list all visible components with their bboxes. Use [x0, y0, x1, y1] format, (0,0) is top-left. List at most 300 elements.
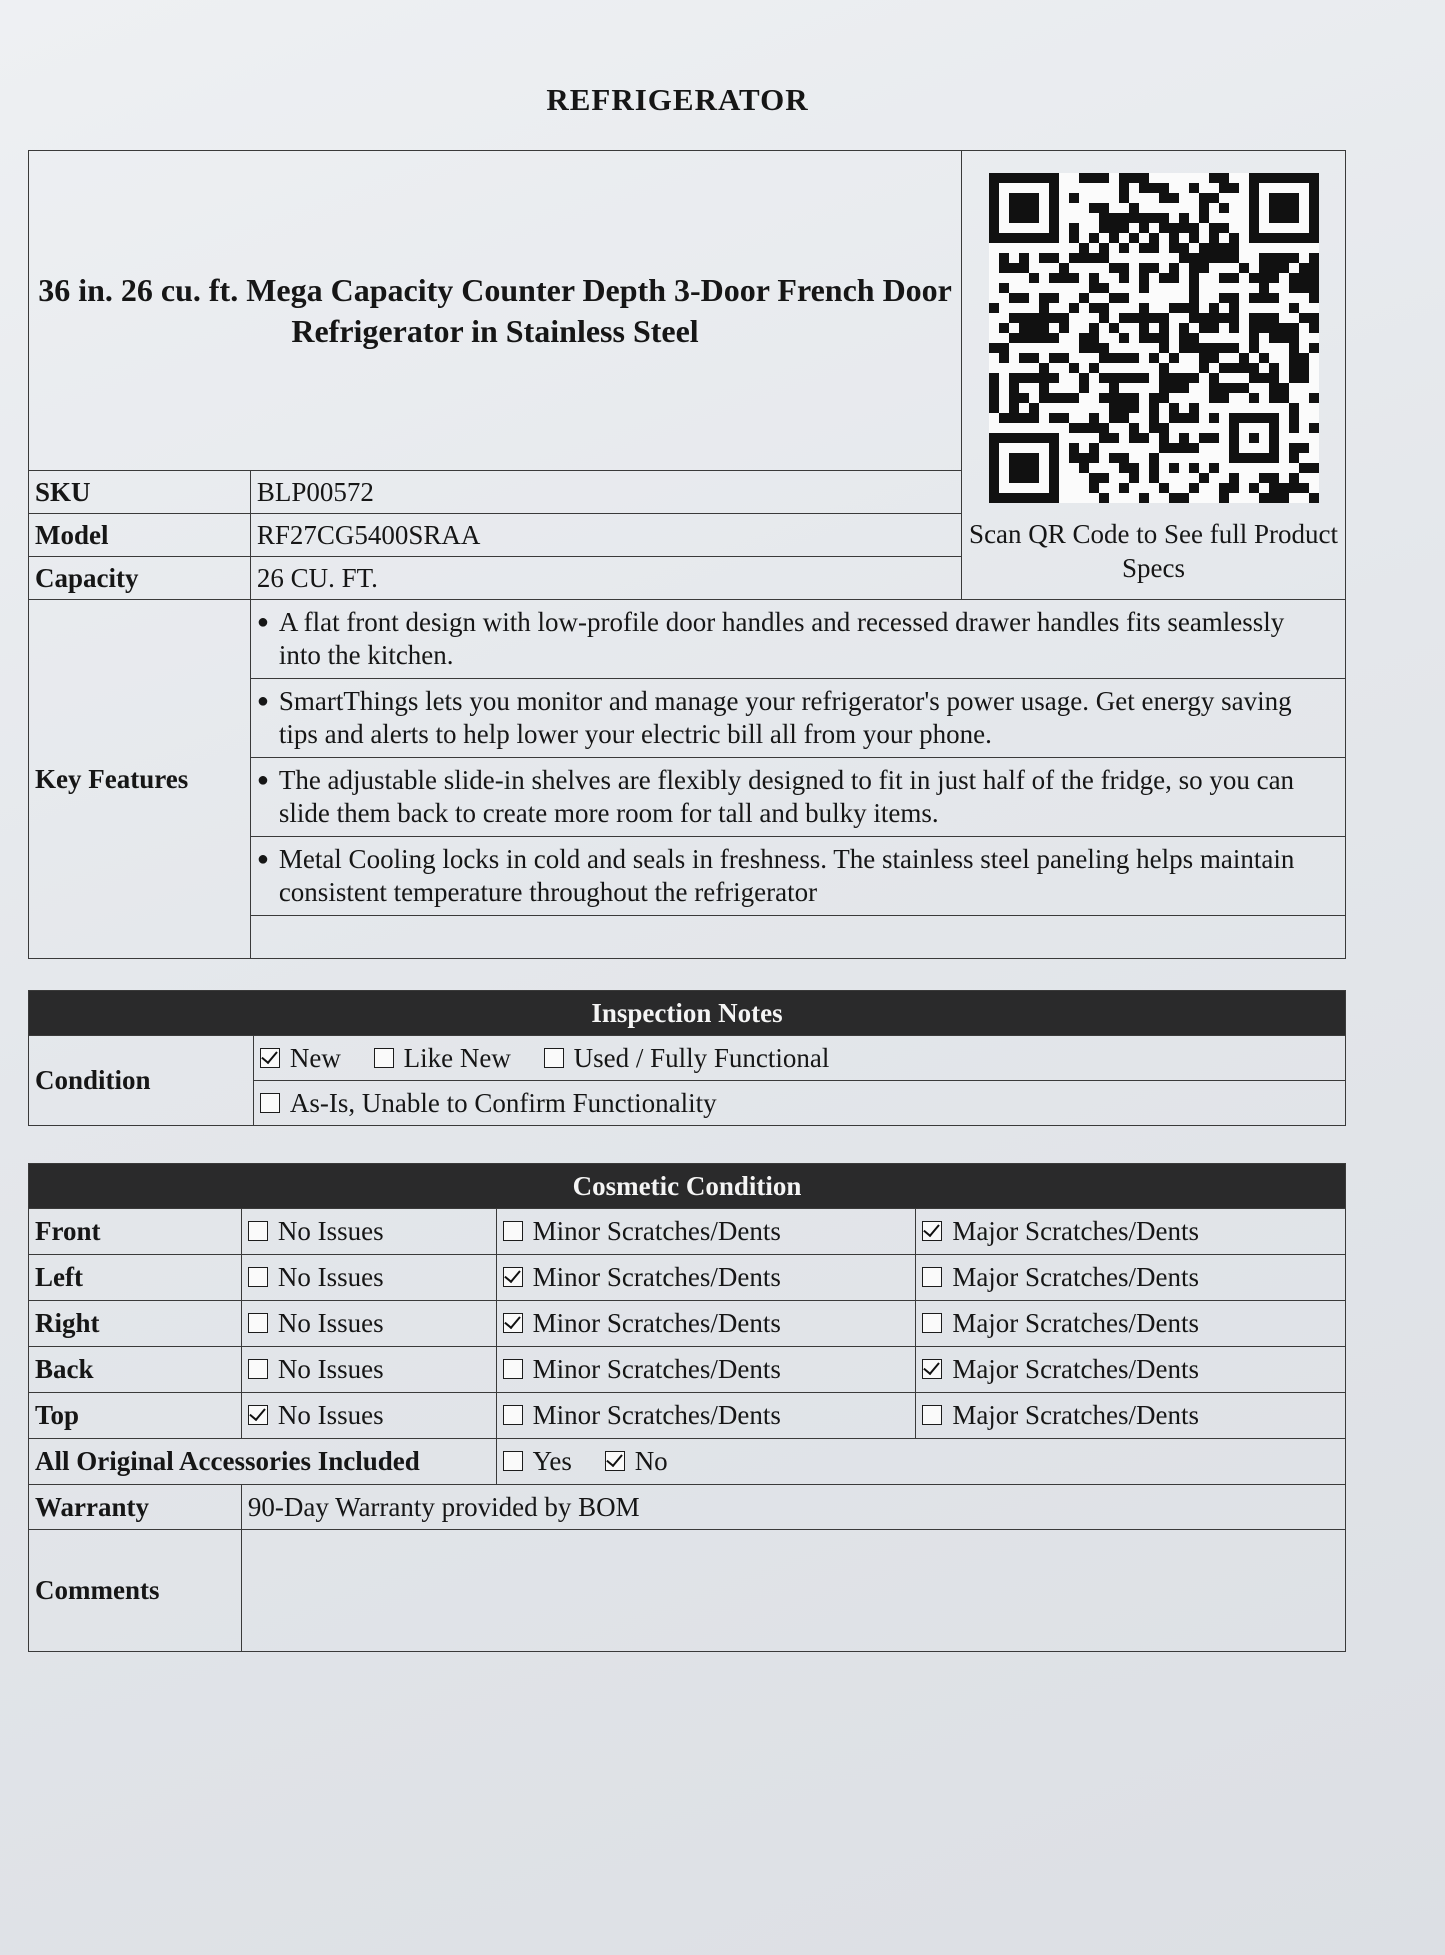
checkbox-icon[interactable] — [260, 1048, 280, 1068]
qr-module — [999, 413, 1009, 423]
qr-module — [1149, 183, 1159, 193]
qr-module — [1259, 273, 1269, 283]
qr-module — [1299, 373, 1309, 383]
inspection-header: Inspection Notes — [29, 991, 1346, 1036]
qr-module — [1149, 353, 1159, 363]
qr-module — [1109, 373, 1119, 383]
qr-module — [1219, 293, 1229, 303]
qr-module — [1109, 293, 1119, 303]
qr-module — [1119, 273, 1129, 283]
qr-module — [1189, 233, 1199, 243]
qr-module — [999, 353, 1009, 363]
qr-module — [1129, 353, 1139, 363]
qr-module — [1049, 353, 1059, 363]
qr-module — [1269, 383, 1279, 393]
qr-module — [1179, 253, 1189, 263]
qr-module — [1259, 263, 1269, 273]
qr-module — [1079, 333, 1089, 343]
qr-module — [1039, 323, 1049, 333]
qr-module — [1229, 293, 1239, 303]
qr-module — [1189, 463, 1199, 473]
qr-module — [1029, 403, 1039, 413]
qr-module — [1149, 233, 1159, 243]
qr-module — [1089, 423, 1099, 433]
qr-module — [1309, 283, 1319, 293]
qr-module — [1139, 243, 1149, 253]
checkbox-icon[interactable] — [248, 1221, 268, 1241]
qr-module — [1019, 413, 1029, 423]
qr-module — [1199, 243, 1209, 253]
qr-module — [1169, 243, 1179, 253]
condition-option-new[interactable]: New — [260, 1043, 341, 1074]
qr-module — [1289, 483, 1299, 493]
qr-module — [1159, 363, 1169, 373]
qr-module — [1129, 473, 1139, 483]
condition-option-as-is[interactable]: As-Is, Unable to Confirm Functionality — [260, 1088, 717, 1119]
qr-module — [1129, 173, 1139, 183]
qr-module — [1049, 373, 1059, 383]
qr-module — [1249, 343, 1259, 353]
qr-module — [1179, 303, 1189, 313]
qr-module — [1149, 213, 1159, 223]
qr-module — [1209, 433, 1219, 443]
qr-module — [1279, 383, 1289, 393]
qr-module — [1199, 313, 1209, 323]
qr-module — [1229, 343, 1239, 353]
qr-module — [1139, 213, 1149, 223]
qr-module — [1069, 453, 1079, 463]
qr-module — [1089, 453, 1099, 463]
model-label: Model — [29, 514, 251, 557]
qr-module — [1139, 323, 1149, 333]
major-option[interactable]: Major Scratches/Dents — [916, 1347, 1346, 1393]
qr-module — [989, 403, 999, 413]
no-issues-option[interactable]: No Issues — [241, 1301, 496, 1347]
minor-option[interactable]: Minor Scratches/Dents — [496, 1347, 916, 1393]
qr-module — [1029, 333, 1039, 343]
qr-module — [1139, 333, 1149, 343]
qr-module — [1189, 223, 1199, 233]
qr-module — [1169, 223, 1179, 233]
qr-module — [1269, 473, 1279, 483]
qr-module — [1269, 393, 1279, 403]
qr-module — [1259, 323, 1269, 333]
qr-module — [1169, 463, 1179, 473]
qr-module — [1119, 403, 1129, 413]
qr-module — [1059, 263, 1069, 273]
qr-module — [1099, 173, 1109, 183]
qr-module — [1079, 343, 1089, 353]
qr-module — [1079, 293, 1089, 303]
qr-module — [1099, 283, 1109, 293]
qr-module — [1249, 313, 1259, 323]
qr-module — [1149, 423, 1159, 433]
qr-module — [1139, 283, 1149, 293]
qr-module — [1109, 213, 1119, 223]
qr-module — [1259, 313, 1269, 323]
qr-module — [1249, 273, 1259, 283]
qr-module — [1239, 263, 1249, 273]
checkbox-icon[interactable] — [605, 1451, 625, 1471]
warranty-label: Warranty — [29, 1485, 242, 1530]
qr-module — [1189, 273, 1199, 283]
checkbox-icon[interactable] — [503, 1405, 523, 1425]
qr-module — [1119, 193, 1129, 203]
qr-module — [1299, 463, 1309, 473]
qr-module — [1269, 323, 1279, 333]
qr-module — [1099, 313, 1109, 323]
qr-module — [1159, 343, 1169, 353]
warranty-value: 90-Day Warranty provided by BOM — [241, 1485, 1345, 1530]
qr-module — [1289, 283, 1299, 293]
qr-module — [1119, 173, 1129, 183]
qr-module — [1059, 353, 1069, 363]
checkbox-icon[interactable] — [260, 1093, 280, 1113]
qr-module — [1039, 373, 1049, 383]
qr-module — [1079, 423, 1089, 433]
qr-module — [1269, 253, 1279, 263]
qr-module — [1039, 303, 1049, 313]
qr-module — [1049, 333, 1059, 343]
qr-module — [1029, 373, 1039, 383]
qr-module — [1189, 263, 1199, 273]
qr-module — [1099, 213, 1109, 223]
feature-item: ● A flat front design with low-profile door handles and recessed drawer handles fits seamlessly into the kitchen. — [250, 600, 1345, 679]
qr-module — [1309, 393, 1319, 403]
minor-option[interactable]: Minor Scratches/Dents — [496, 1255, 916, 1301]
qr-module — [1009, 263, 1019, 273]
checkbox-icon[interactable] — [248, 1405, 268, 1425]
cosmetic-row — [29, 1255, 1346, 1301]
qr-module — [1299, 313, 1309, 323]
qr-module — [1009, 403, 1019, 413]
checkbox-icon[interactable] — [503, 1221, 523, 1241]
qr-module — [1189, 443, 1199, 453]
qr-module — [999, 263, 1009, 273]
qr-module — [1279, 323, 1289, 333]
qr-module — [1289, 453, 1299, 463]
no-issues-option[interactable]: No Issues — [241, 1255, 496, 1301]
qr-module — [1119, 393, 1129, 403]
capacity-value: 26 CU. FT. — [250, 557, 961, 600]
checkbox-icon[interactable] — [248, 1267, 268, 1287]
qr-module — [1169, 273, 1179, 283]
qr-module — [1119, 353, 1129, 363]
qr-module — [1179, 493, 1189, 503]
qr-module — [989, 373, 999, 383]
qr-module — [1269, 483, 1279, 493]
product-title: 36 in. 26 cu. ft. Mega Capacity Counter Depth 3-Door French Door Refrigerator in Stainless Steel — [29, 151, 962, 471]
qr-module — [1189, 343, 1199, 353]
accessories-label: All Original Accessories Included — [29, 1439, 497, 1485]
qr-module — [1179, 383, 1189, 393]
qr-module — [1229, 183, 1239, 193]
major-option[interactable]: Major Scratches/Dents — [916, 1301, 1346, 1347]
condition-option-like-new[interactable]: Like New — [374, 1043, 511, 1074]
cosmetic-row-label: Back — [29, 1347, 242, 1393]
qr-module — [1179, 413, 1189, 423]
qr-module — [1249, 323, 1259, 333]
major-option[interactable]: Major Scratches/Dents — [916, 1209, 1346, 1255]
qr-module — [1249, 373, 1259, 383]
qr-module — [1159, 273, 1169, 283]
minor-option[interactable]: Minor Scratches/Dents — [496, 1209, 916, 1255]
qr-module — [1149, 393, 1159, 403]
qr-module — [989, 303, 999, 313]
qr-module — [1089, 473, 1099, 483]
cosmetic-rows — [29, 1209, 1346, 1439]
qr-module — [1019, 293, 1029, 303]
qr-module — [1219, 313, 1229, 323]
checkbox-icon[interactable] — [503, 1359, 523, 1379]
qr-module — [1049, 413, 1059, 423]
qr-module — [1279, 393, 1289, 403]
qr-module — [1299, 283, 1309, 293]
checkbox-icon[interactable] — [922, 1405, 942, 1425]
qr-module — [1299, 273, 1309, 283]
qr-module — [1109, 413, 1119, 423]
document-title: REFRIGERATOR — [546, 82, 809, 117]
qr-module — [1119, 463, 1129, 473]
qr-module — [1039, 363, 1049, 373]
qr-module — [1289, 343, 1299, 353]
qr-module — [1099, 423, 1109, 433]
qr-module — [1209, 383, 1219, 393]
qr-module — [1199, 203, 1209, 213]
checkbox-icon[interactable] — [503, 1451, 523, 1471]
qr-module — [1099, 203, 1109, 213]
qr-module — [1079, 383, 1089, 393]
qr-module — [1249, 483, 1259, 493]
qr-module — [1099, 343, 1109, 353]
qr-module — [1129, 393, 1139, 403]
qr-module — [1189, 303, 1199, 313]
qr-module — [1169, 193, 1179, 203]
qr-module — [1049, 273, 1059, 283]
qr-module — [1029, 313, 1039, 323]
qr-module — [1169, 233, 1179, 243]
condition-options — [253, 1036, 1345, 1081]
qr-module — [1209, 253, 1219, 263]
qr-module — [1019, 373, 1029, 383]
qr-module — [1249, 363, 1259, 373]
feature-empty-row — [250, 916, 1345, 959]
qr-module — [1109, 263, 1119, 273]
qr-module — [1049, 393, 1059, 403]
qr-module — [1169, 443, 1179, 453]
qr-module — [1129, 403, 1139, 413]
qr-module — [1209, 353, 1219, 363]
qr-module — [1209, 463, 1219, 473]
qr-module — [1229, 273, 1239, 283]
qr-module — [1209, 303, 1219, 313]
qr-module — [1249, 393, 1259, 403]
qr-module — [1119, 263, 1129, 273]
bullet-icon: ● — [256, 690, 269, 712]
qr-module — [1259, 373, 1269, 383]
cosmetic-row-label: Top — [29, 1393, 242, 1439]
qr-module — [1289, 273, 1299, 283]
qr-module — [1159, 213, 1169, 223]
qr-module — [1089, 233, 1099, 243]
qr-module — [1059, 413, 1069, 423]
qr-module — [1199, 433, 1209, 443]
no-issues-option[interactable]: No Issues — [241, 1347, 496, 1393]
qr-module — [1099, 493, 1109, 503]
qr-module — [1169, 403, 1179, 413]
qr-module — [1139, 373, 1149, 383]
qr-module — [1159, 443, 1169, 453]
no-issues-option[interactable]: No Issues — [241, 1393, 496, 1439]
minor-option[interactable]: Minor Scratches/Dents — [496, 1301, 916, 1347]
checkbox-icon[interactable] — [374, 1048, 394, 1068]
accessories-yes-option[interactable]: Yes — [503, 1446, 572, 1477]
qr-module — [1049, 253, 1059, 263]
qr-module — [1159, 373, 1169, 383]
qr-module — [1089, 303, 1099, 313]
qr-module — [1129, 213, 1139, 223]
qr-module — [1139, 433, 1149, 443]
qr-module — [1289, 353, 1299, 363]
checkbox-icon[interactable] — [922, 1313, 942, 1333]
qr-module — [1139, 173, 1149, 183]
cosmetic-row-label: Right — [29, 1301, 242, 1347]
qr-module — [1219, 493, 1229, 503]
qr-module — [1149, 403, 1159, 413]
qr-module — [1229, 483, 1239, 493]
cosmetic-header: Cosmetic Condition — [29, 1164, 1346, 1209]
major-option[interactable]: Major Scratches/Dents — [916, 1255, 1346, 1301]
qr-module — [1099, 393, 1109, 403]
qr-module — [1119, 183, 1129, 193]
qr-module — [1179, 373, 1189, 383]
accessories-no-option[interactable]: No — [605, 1446, 668, 1477]
qr-module — [1009, 373, 1019, 383]
qr-module — [1239, 363, 1249, 373]
qr-code-icon[interactable] — [989, 173, 1319, 503]
qr-module — [1099, 303, 1109, 313]
qr-module — [1289, 403, 1299, 413]
qr-module — [1149, 473, 1159, 483]
qr-module — [1089, 343, 1099, 353]
qr-module — [1169, 303, 1179, 313]
qr-module — [1279, 483, 1289, 493]
qr-module — [1149, 413, 1159, 423]
qr-module — [1219, 183, 1229, 193]
qr-module — [1169, 413, 1179, 423]
qr-module — [1249, 293, 1259, 303]
checkbox-icon[interactable] — [248, 1313, 268, 1333]
qr-module — [1309, 493, 1319, 503]
qr-module — [1309, 323, 1319, 333]
condition-option-used[interactable]: Used / Fully Functional — [544, 1043, 830, 1074]
qr-module — [1289, 323, 1299, 333]
major-option[interactable]: Major Scratches/Dents — [916, 1393, 1346, 1439]
qr-module — [1189, 333, 1199, 343]
cosmetic-table — [28, 1163, 1346, 1652]
qr-module — [1099, 433, 1109, 443]
qr-module — [1149, 313, 1159, 323]
qr-module — [1209, 373, 1219, 383]
qr-module — [1149, 453, 1159, 463]
qr-module — [989, 393, 999, 403]
checkbox-icon[interactable] — [503, 1313, 523, 1333]
qr-module — [1159, 223, 1169, 233]
qr-module — [1129, 433, 1139, 443]
qr-module — [1189, 313, 1199, 323]
qr-module — [1179, 443, 1189, 453]
qr-module — [1069, 303, 1079, 313]
qr-module — [1199, 193, 1209, 203]
bullet-icon: ● — [256, 848, 269, 870]
checkbox-icon[interactable] — [503, 1267, 523, 1287]
qr-module — [1129, 423, 1139, 433]
qr-module — [1209, 243, 1219, 253]
qr-module — [1259, 253, 1269, 263]
checkbox-icon[interactable] — [922, 1267, 942, 1287]
qr-module — [1079, 173, 1089, 183]
qr-module — [1019, 393, 1029, 403]
qr-module — [1079, 243, 1089, 253]
qr-module — [1089, 363, 1099, 373]
qr-module — [1089, 483, 1099, 493]
qr-module — [1279, 263, 1289, 273]
qr-module — [1059, 393, 1069, 403]
qr-module — [1289, 253, 1299, 263]
qr-module — [1089, 443, 1099, 453]
minor-option[interactable]: Minor Scratches/Dents — [496, 1393, 916, 1439]
qr-module — [1309, 253, 1319, 263]
qr-module — [1069, 223, 1079, 233]
qr-module — [1279, 253, 1289, 263]
qr-module — [1189, 413, 1199, 423]
qr-module — [1309, 343, 1319, 353]
qr-module — [1229, 243, 1239, 253]
qr-module — [1289, 363, 1299, 373]
qr-module — [1159, 313, 1169, 323]
checkbox-icon[interactable] — [544, 1048, 564, 1068]
checkbox-icon[interactable] — [922, 1221, 942, 1241]
qr-module — [1209, 323, 1219, 333]
qr-module — [1189, 183, 1199, 193]
checkbox-icon[interactable] — [922, 1359, 942, 1379]
qr-module — [1139, 263, 1149, 273]
feature-item: ● Metal Cooling locks in cold and seals in freshness. The stainless steel paneling helps maintain consistent temperature throughout the refrigerator — [250, 837, 1345, 916]
qr-module — [1029, 413, 1039, 423]
qr-module — [1219, 383, 1229, 393]
qr-module — [1199, 253, 1209, 263]
comments-field[interactable] — [241, 1530, 1345, 1652]
qr-module — [1229, 253, 1239, 263]
qr-module — [1299, 263, 1309, 273]
qr-module — [1179, 213, 1189, 223]
qr-module — [1099, 473, 1109, 483]
qr-module — [1189, 403, 1199, 413]
qr-module — [1139, 493, 1149, 503]
qr-module — [1009, 393, 1019, 403]
qr-module — [1309, 423, 1319, 433]
qr-module — [1049, 313, 1059, 323]
qr-module — [999, 253, 1009, 263]
qr-module — [1039, 293, 1049, 303]
qr-module — [1039, 333, 1049, 343]
qr-module — [1139, 313, 1149, 323]
no-issues-option[interactable]: No Issues — [241, 1209, 496, 1255]
checkbox-icon[interactable] — [248, 1359, 268, 1379]
cosmetic-row — [29, 1393, 1346, 1439]
qr-module — [1109, 353, 1119, 363]
qr-module — [1209, 223, 1219, 233]
